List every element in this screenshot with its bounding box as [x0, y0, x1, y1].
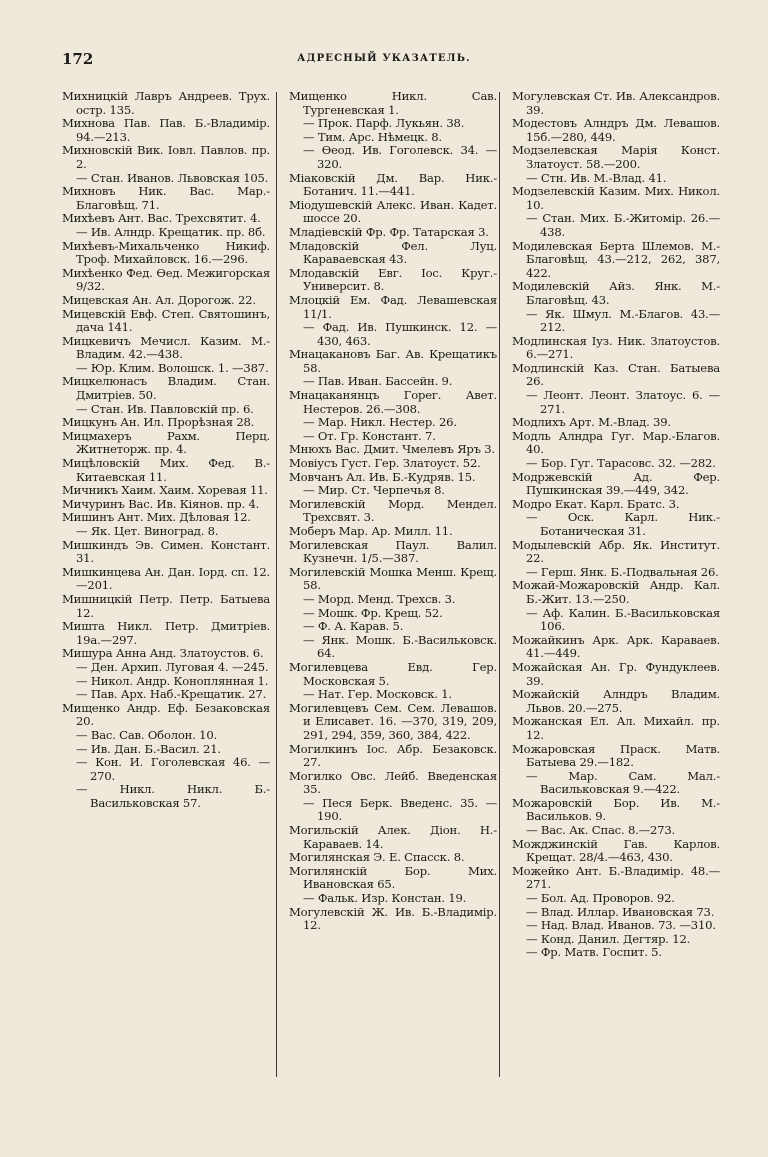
directory-entry: Могилевскій Мошка Менш. Крещ. 58. — [289, 564, 497, 593]
directory-sub-entry: — Ив. Алндр. Крещатик. пр. 8б. — [76, 224, 266, 239]
directory-sub-entry: — Ден. Архип. Луговая 4. —245. — [76, 659, 269, 674]
directory-sub-entry: — Янк. Мошк. Б.-Васильковск. 64. — [303, 632, 497, 661]
directory-sub-entry: — Никл. Никл. Б.-Васильковская 57. — [76, 782, 270, 810]
directory-entry: Можанская Ел. Ал. Михайл. пр. 12. — [512, 714, 720, 742]
directory-entry: Могилевская Паул. Валил. Кузнечн. 1/5.—387. — [289, 537, 497, 566]
directory-entry: Мицкелюнасъ Владим. Стан. Дмитріев. 50. — [62, 374, 270, 403]
directory-sub-entry: — От. Гр. Констант. 7. — [303, 428, 436, 443]
directory-entry: Міаковскій Дм. Вар. Ник.-Ботанич. 11.—441. — [289, 170, 497, 199]
directory-sub-entry: — Бол. Ад. Проворов. 92. — [526, 891, 675, 906]
directory-entry: Можджинскій Гав. Карлов. Крещат. 28/4.—463, 430. — [512, 836, 720, 865]
directory-sub-entry: — Прок. Парф. Лукьян. 38. — [303, 116, 465, 131]
directory-entry: Модилевская Берта Шлемов. М.-Благовѣщ. 43.—212, 262, 387, 422. — [512, 238, 720, 280]
directory-sub-entry: — Герш. Янк. Б.-Подвальная 26. — [526, 564, 719, 579]
directory-sub-entry: — Стан. Мих. Б.-Житомір. 26.—438. — [526, 211, 720, 239]
directory-entry: Могилевскій Морд. Мендел. Трехсвят. 3. — [289, 496, 497, 525]
directory-sub-entry: — Як. Шмул. М.-Благов. 43.—212. — [526, 306, 720, 335]
directory-entry: Модлихъ Арт. М.-Влад. 39. — [512, 415, 671, 430]
directory-entry: Міодушевскій Алекс. Иван. Кадет. шоссе 20. — [289, 197, 497, 226]
directory-sub-entry: — Вас. Сав. Оболон. 10. — [76, 727, 218, 742]
directory-entry: Модзелевская Марія Конст. Златоуст. 58.—200. — [512, 143, 720, 171]
directory-entry: Мишинъ Ант. Мих. Дѣловая 12. — [62, 510, 251, 525]
directory-sub-entry: — Мошк. Фр. Крещ. 52. — [303, 605, 443, 620]
directory-entry: Можайскій Алндръ Владим. Львов. 20.—275. — [512, 687, 720, 715]
directory-sub-entry: — Мар. Сам. Мал.-Васильковская 9.—422. — [526, 768, 720, 797]
directory-entry: Модро Екат. Карл. Братс. 3. — [512, 496, 680, 511]
directory-sub-entry: — Мар. Никл. Нестер. 26. — [303, 415, 457, 430]
directory-entry: Михницкій Лавръ Андреев. Трух. остр. 135. — [62, 89, 270, 117]
directory-entry: Моберъ Мар. Ар. Милл. 11. — [289, 524, 453, 538]
directory-sub-entry: — Вас. Ак. Спас. 8.—273. — [526, 823, 676, 838]
running-title: АДРЕСНЫЙ УКАЗАТЕЛЬ. — [297, 53, 471, 64]
directory-entry: Модестовъ Алндръ Дм. Левашов. 15б.—280, 449. — [512, 116, 720, 144]
directory-sub-entry: — Як. Цет. Виноград. 8. — [76, 524, 219, 538]
directory-sub-entry: — Леонт. Леонт. Златоус. 6. —271. — [526, 388, 720, 416]
page-header — [0, 50, 768, 72]
directory-sub-entry: — Тим. Арс. Нѣмецк. 8. — [303, 129, 442, 144]
directory-entry: Мищенко Никл. Сав. Тургеневская 1. — [289, 89, 497, 117]
directory-sub-entry: — Стан. Ив. Павловскій пр. 6. — [76, 401, 254, 416]
directory-entry: Могильскій Алек. Діон. Н.-Караваев. 14. — [289, 823, 497, 851]
directory-sub-entry: — Никол. Андр. Коноплянная 1. — [76, 673, 269, 688]
directory-sub-entry: — Юр. Клим. Волошск. 1. —387. — [76, 360, 269, 375]
directory-sub-entry: — Ив. Дан. Б.-Васил. 21. — [76, 741, 221, 756]
directory-sub-entry: — Мир. Ст. Черпечья 8. — [303, 483, 445, 498]
directory-entry: Млоцкій Ем. Фад. Левашевская 11/1. — [289, 292, 497, 321]
directory-entry: Можайская Ан. Гр. Фундуклеев. 39. — [512, 659, 720, 688]
column-2 — [289, 90, 497, 933]
directory-sub-entry: — Ф. А. Карав. 5. — [303, 619, 404, 634]
directory-sub-entry: — Пав. Арх. Наб.-Крещатик. 27. — [76, 687, 267, 702]
directory-sub-entry: — Пав. Иван. Бассейн. 9. — [303, 374, 453, 389]
directory-entry: Модлинская Іуз. Ник. Златоустов. 6.—271. — [512, 333, 720, 362]
directory-sub-entry: — Оск. Карл. Ник.-Ботаническая 31. — [526, 510, 720, 538]
directory-entry: Могилевцева Евд. Гер. Московская 5. — [289, 659, 497, 688]
directory-sub-entry: — Бор. Гуг. Тарасовс. 32. —282. — [526, 456, 716, 471]
directory-entry: Мицѣловскій Мих. Фед. В.-Китаевская 11. — [62, 456, 270, 484]
directory-entry: Модзелевскій Казим. Мих. Никол. 10. — [512, 184, 720, 212]
directory-sub-entry: — Стан. Иванов. Львовская 105. — [76, 170, 269, 185]
directory-sub-entry: — Морд. Менд. Трехсв. 3. — [303, 591, 456, 606]
directory-entry: Мицевскій Евф. Степ. Святошинъ, дача 141. — [62, 306, 270, 335]
directory-sub-entry: — Ѳеод. Ив. Гоголевск. 34. —320. — [303, 143, 497, 171]
directory-sub-entry: — Фр. Матв. Госпит. 5. — [526, 945, 662, 960]
directory-entry: Мицкевичъ Мечисл. Казим. М.-Владим. 42.—438. — [62, 333, 270, 362]
directory-entry: Мицмахеръ Рахм. Перц. Житнеторж. пр. 4. — [62, 428, 270, 457]
directory-entry: Мнацаканянцъ Горег. Авет. Нестеров. 26.—308. — [289, 388, 497, 416]
directory-entry: Могулевская Ст. Ив. Александров. 39. — [512, 89, 720, 117]
directory-entry: Можайкинъ Арк. Арк. Караваев. 41.—449. — [512, 632, 720, 661]
directory-entry: Могулевскій Ж. Ив. Б.-Владимір. 12. — [289, 904, 497, 933]
column-divider — [276, 92, 277, 1077]
directory-entry: Мнацакановъ Баг. Ав. Крещатикъ 58. — [289, 347, 497, 375]
directory-entry: Мичникъ Хаим. Хаим. Хоревая 11. — [62, 483, 268, 498]
directory-sub-entry: — Конд. Данил. Дегтяр. 12. — [526, 931, 691, 946]
directory-entry: Модржевскій Ад. Фер. Пушкинская 39.—449, 342. — [512, 469, 720, 498]
column-1 — [62, 90, 270, 810]
directory-entry: Млодавскій Евг. Іос. Круг.-Университ. 8. — [289, 265, 497, 294]
directory-entry: Могилевцевъ Сем. Сем. Левашов. и Елисавет. 16. —370, 319, 209, 291, 294, 359, 360, 384, 422. — [289, 700, 497, 742]
directory-sub-entry: — Влад. Иллар. Ивановская 73. — [526, 904, 715, 919]
directory-entry: Можейко Ант. Б.-Владимір. 48.—271. — [512, 863, 720, 892]
directory-sub-entry: — Кон. И. Гоголевская 46. —270. — [76, 755, 270, 783]
directory-sub-entry: — Фальк. Изр. Констан. 19. — [303, 891, 467, 906]
directory-entry: Мнюхъ Вас. Дмит. Чмелевъ Яръ 3. — [289, 442, 495, 457]
directory-entry: Мичуринъ Вас. Ив. Кіянов. пр. 4. — [62, 496, 260, 511]
directory-entry: Модылевскій Абр. Як. Институт. 22. — [512, 537, 720, 566]
directory-entry: Младовскій Фел. Луц. Караваевская 43. — [289, 238, 497, 267]
column-divider — [499, 92, 500, 1077]
directory-entry: Модль Алндра Гуг. Мар.-Благов. 40. — [512, 428, 720, 457]
directory-entry: Михѣенко Фед. Ѳед. Межигорская 9/32. — [62, 265, 270, 294]
directory-sub-entry: — Фад. Ив. Пушкинск. 12. —430, 463. — [303, 320, 497, 348]
directory-entry: Модлинскій Каз. Стан. Батыева 26. — [512, 360, 720, 389]
directory-entry: Мицкунъ Ан. Ил. Прорѣзная 28. — [62, 415, 255, 430]
directory-entry: Михновскій Вик. Іовл. Павлов. пр. 2. — [62, 143, 270, 171]
directory-entry: Михнова Пав. Пав. Б.-Владимір. 94.—213. — [62, 116, 270, 144]
directory-entry: Мишура Анна Анд. Златоустов. 6. — [62, 646, 264, 661]
directory-entry: Мищенко Андр. Еф. Безаковская 20. — [62, 700, 270, 729]
page-number: 172 — [62, 50, 94, 68]
directory-entry: Могилянскій Бор. Мих. Ивановская 65. — [289, 863, 497, 892]
directory-entry: Могилкинъ Іос. Абр. Безаковск. 27. — [289, 741, 497, 770]
directory-entry: Мицевская Ан. Ал. Дорогож. 22. — [62, 292, 256, 307]
directory-entry: Могилко Овс. Лейб. Введенская 35. — [289, 768, 497, 797]
directory-sub-entry: — Аф. Калин. Б.-Васильковская 106. — [526, 605, 720, 634]
directory-sub-entry: — Стн. Ив. М.-Влад. 41. — [526, 170, 667, 185]
directory-entry: Мишкиндъ Эв. Симен. Констант. 31. — [62, 537, 270, 566]
directory-entry: Мовчанъ Ал. Ив. Б.-Кудряв. 15. — [289, 469, 476, 484]
directory-sub-entry: — Над. Влад. Иванов. 73. —310. — [526, 918, 716, 933]
directory-entry: Младіевскій Фр. Фр. Татарская 3. — [289, 224, 489, 239]
directory-entry: Можаровская Праск. Матв. Батыева 29.—182. — [512, 741, 720, 770]
directory-entry: Мишта Никл. Петр. Дмитріев. 19а.—297. — [62, 619, 270, 647]
directory-entry: Модилевскій Айз. Янк. М.-Благовѣщ. 43. — [512, 279, 720, 307]
directory-entry: Мишницкій Петр. Петр. Батыева 12. — [62, 591, 270, 620]
directory-entry: Михѣевъ Ант. Вас. Трехсвятит. 4. — [62, 211, 261, 226]
directory-entry: Мишкинцева Ан. Дан. Іорд. сп. 12.—201. — [62, 564, 270, 593]
directory-sub-entry: — Песя Берк. Введенс. 35. —190. — [303, 795, 497, 824]
directory-entry: Михѣевъ-Михальченко Никиф. Троф. Михайловск. 16.—296. — [62, 238, 270, 267]
directory-entry: Могилянская Э. Е. Спасск. 8. — [289, 850, 465, 865]
directory-sub-entry: — Нат. Гер. Московск. 1. — [303, 687, 452, 702]
directory-entry: Мовіусъ Густ. Гер. Златоуст. 52. — [289, 456, 481, 471]
directory-entry: Михновъ Ник. Вас. Мар.-Благовѣщ. 71. — [62, 184, 270, 212]
column-3 — [512, 90, 720, 960]
directory-entry: Можай-Можаровскій Андр. Кал. Б.-Жит. 13.—250. — [512, 578, 720, 606]
directory-entry: Можаровскій Бор. Ив. М.-Васильков. 9. — [512, 795, 720, 824]
